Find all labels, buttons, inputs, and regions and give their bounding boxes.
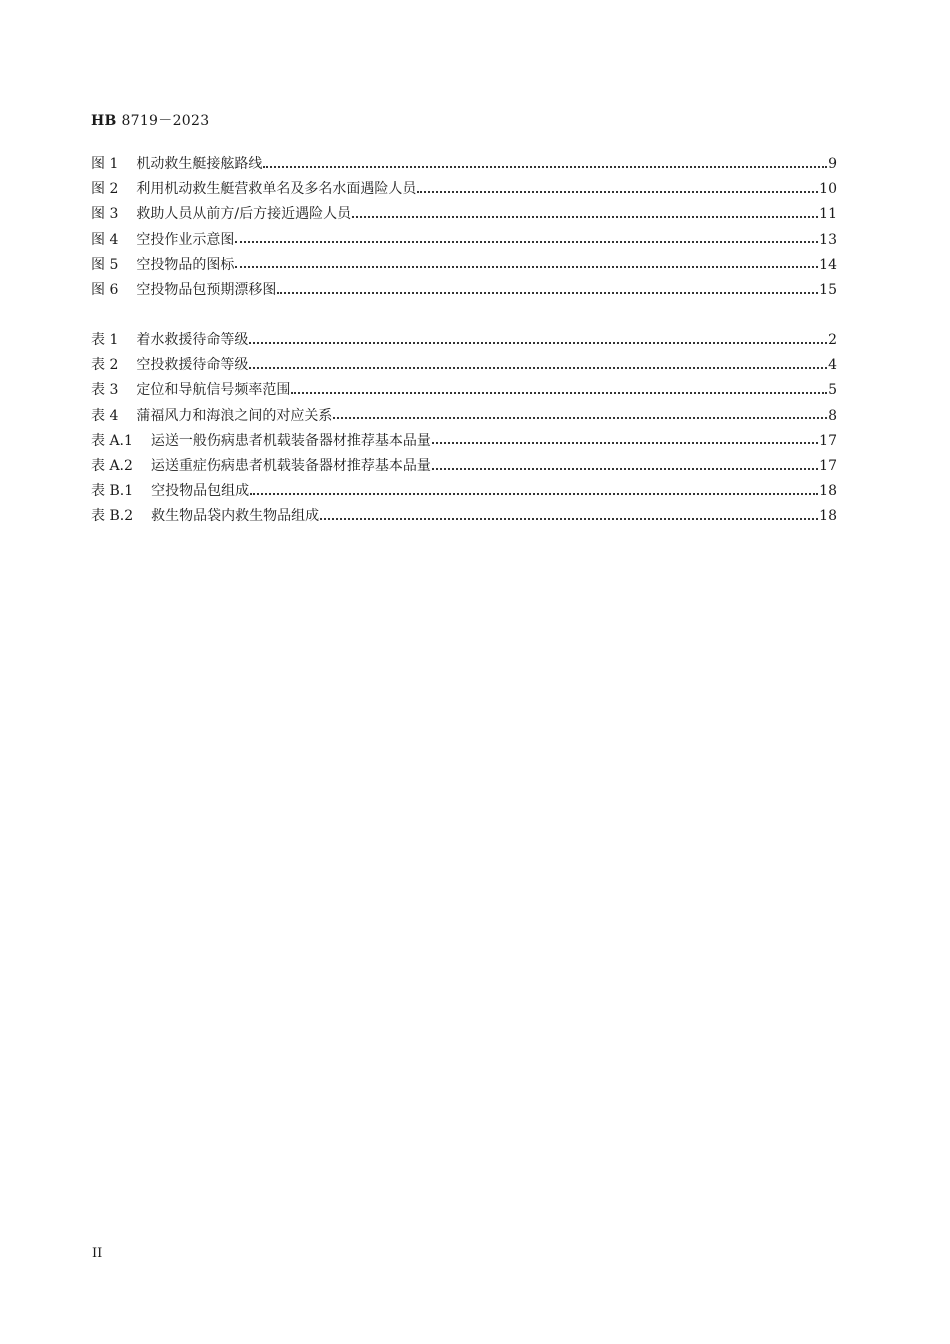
dot-leader <box>417 191 818 193</box>
entry-page: 17 <box>819 457 837 474</box>
dot-leader <box>235 266 818 268</box>
table-entry[interactable] <box>91 328 837 353</box>
entry-label: 表 2 <box>91 357 119 374</box>
figure-entry[interactable] <box>91 253 837 278</box>
entry-title: 机动救生艇接舷路线 <box>136 156 263 172</box>
entry-title: 救助人员从前方/后方接近遇险人员 <box>136 206 352 223</box>
entry-title: 运送重症伤病患者机载装备器材推荐基本品量 <box>150 457 431 474</box>
entry-title: 运送一般伤病患者机载装备器材推荐基本品量 <box>150 432 431 449</box>
table-entry[interactable] <box>91 429 837 454</box>
entry-page: 14 <box>819 256 837 273</box>
entry-page: 2 <box>828 332 837 348</box>
entry-label: 图 3 <box>91 206 119 223</box>
entry-label: 表 B.2 <box>91 508 134 525</box>
entry-page: 11 <box>819 206 837 223</box>
entry-title: 空投物品包组成 <box>151 483 250 500</box>
figure-entry[interactable] <box>91 152 837 177</box>
entry-label: 图 4 <box>91 231 119 248</box>
entry-title: 定位和导航信号频率范围 <box>136 382 291 399</box>
entry-label: 图 5 <box>91 256 119 273</box>
entry-label: 表 3 <box>91 382 119 399</box>
dot-leader <box>333 417 827 419</box>
entry-label: 表 B.1 <box>91 483 134 500</box>
document-header <box>91 110 209 130</box>
table-entry[interactable] <box>91 353 837 378</box>
entry-page: 13 <box>819 231 837 248</box>
dot-leader <box>263 166 827 168</box>
entry-title: 空投物品包预期漂移图 <box>136 281 277 298</box>
entry-page: 8 <box>828 407 837 424</box>
entry-title: 蒲福风力和海浪之间的对应关系 <box>136 407 333 424</box>
standard-number: 8719－2023 <box>121 113 210 129</box>
entry-label: 图 6 <box>91 281 119 298</box>
dot-leader <box>235 241 818 243</box>
entry-page: 10 <box>819 181 837 198</box>
table-list <box>91 328 837 530</box>
figure-entry[interactable] <box>91 202 837 227</box>
table-entry[interactable] <box>91 504 837 529</box>
dot-leader <box>432 442 818 444</box>
figure-entry[interactable] <box>91 278 837 303</box>
entry-title: 着水救援待命等级 <box>136 332 249 348</box>
entry-page: 18 <box>819 508 837 525</box>
entry-page: 9 <box>828 156 837 172</box>
table-entry[interactable] <box>91 378 837 403</box>
dot-leader <box>250 493 818 495</box>
entry-title: 空投物品的图标 <box>136 256 235 273</box>
figure-entry[interactable] <box>91 177 837 202</box>
table-entry[interactable] <box>91 479 837 504</box>
figure-entry[interactable] <box>91 228 837 253</box>
table-entry[interactable] <box>91 454 837 479</box>
entry-label: 表 1 <box>91 332 119 348</box>
entry-page: 17 <box>819 432 837 449</box>
page-number: II <box>92 1246 103 1261</box>
dot-leader <box>320 518 818 520</box>
entry-label: 表 A.2 <box>91 457 133 474</box>
table-entry[interactable] <box>91 404 837 429</box>
dot-leader <box>249 342 827 344</box>
entry-page: 18 <box>819 483 837 500</box>
figure-list <box>91 152 837 303</box>
entry-title: 空投作业示意图 <box>136 231 235 248</box>
dot-leader <box>432 468 818 470</box>
dot-leader <box>249 367 827 369</box>
entry-page: 5 <box>828 382 837 399</box>
dot-leader <box>352 216 818 218</box>
dot-leader <box>277 292 818 294</box>
entry-page: 4 <box>828 357 837 374</box>
entry-label: 图 2 <box>91 181 119 198</box>
entry-label: 表 A.1 <box>91 432 133 449</box>
entry-title: 救生物品袋内救生物品组成 <box>151 508 320 525</box>
entry-label: 表 4 <box>91 407 119 424</box>
standard-code: HB <box>91 113 117 129</box>
entry-label: 图 1 <box>91 156 119 172</box>
entry-title: 利用机动救生艇营救单名及多名水面遇险人员 <box>136 181 417 198</box>
dot-leader <box>291 392 827 394</box>
entry-title: 空投救援待命等级 <box>136 357 249 374</box>
entry-page: 15 <box>819 281 837 298</box>
